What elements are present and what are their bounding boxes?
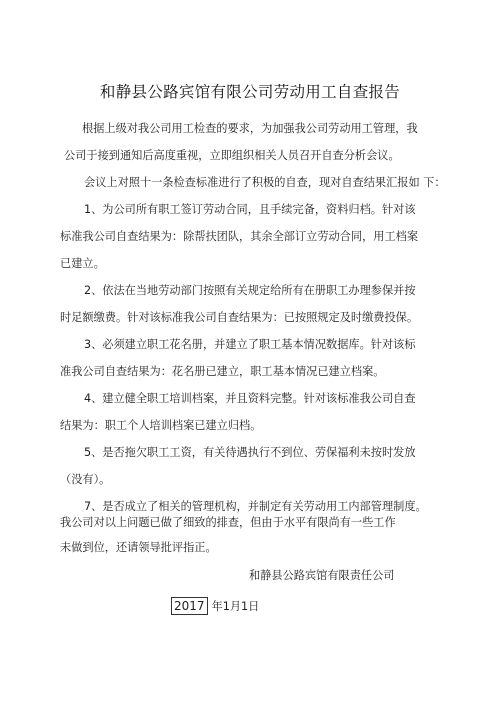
body-line-16: 我公司对以上问题已做了细致的排查，但由于水平有限尚有一些工作 [60,516,396,529]
body-line-7: 2、依法在当地劳动部门按照有关规定给所有在册职工办理参保并按 [84,284,416,297]
body-line-4: 1、为公司所有职工签订劳动合同，且手续完备，资料归档。针对该 [84,203,416,216]
body-line-1: 根据上级对我公司用工检查的要求，为加强我公司劳动用工管理，我 [82,122,418,135]
date-month-day: 年1月1日 [211,600,260,613]
body-line-6: 已建立。 [60,257,105,270]
body-line-15: 7、是否成立了相关的管理机构，并制定有关劳动用工内部管理制度。 [84,500,427,513]
body-line-9: 3、必须建立职工花名册，并建立了职工基本情况数据库。针对该标 [84,338,416,351]
body-line-17: 未做到位，还请领导批评指正。 [60,541,217,554]
body-line-3: 会议上对照十一条检查标准进行了积极的自查，现对自查结果汇报如 下： [84,176,446,189]
body-line-13: 5、是否拖欠职工工资，有关待遇执行不到位、劳保福利未按时发放 [84,446,416,459]
body-line-5: 标准我公司自查结果为：除帮扶团队，其余全部订立劳动合同，用工档案 [60,230,419,243]
body-line-14: （没有）。 [60,473,111,486]
date-year-box: 2017 [171,597,208,615]
body-line-8: 时足额缴费。针对该标准我公司自查结果为：已按照规定及时缴费投保。 [60,311,419,324]
body-line-12: 结果为：职工个人培训档案已建立归档。 [60,419,262,432]
body-line-2: 公司于接到通知后高度重视，立即组织相关人员召开自查分析会议。 [64,149,400,162]
document-title: 和静县公路宾馆有限公司劳动用工自查报告 [99,83,401,101]
body-line-10: 准我公司自查结果为：花名册已建立，职工基本情况已建立档案。 [60,365,385,378]
body-line-11: 4、建立健全职工培训档案，并且资料完整。针对该标准我公司自查 [84,392,416,405]
document-date [171,597,259,615]
signature: 和静县公路宾馆有限责任公司 [249,569,395,582]
